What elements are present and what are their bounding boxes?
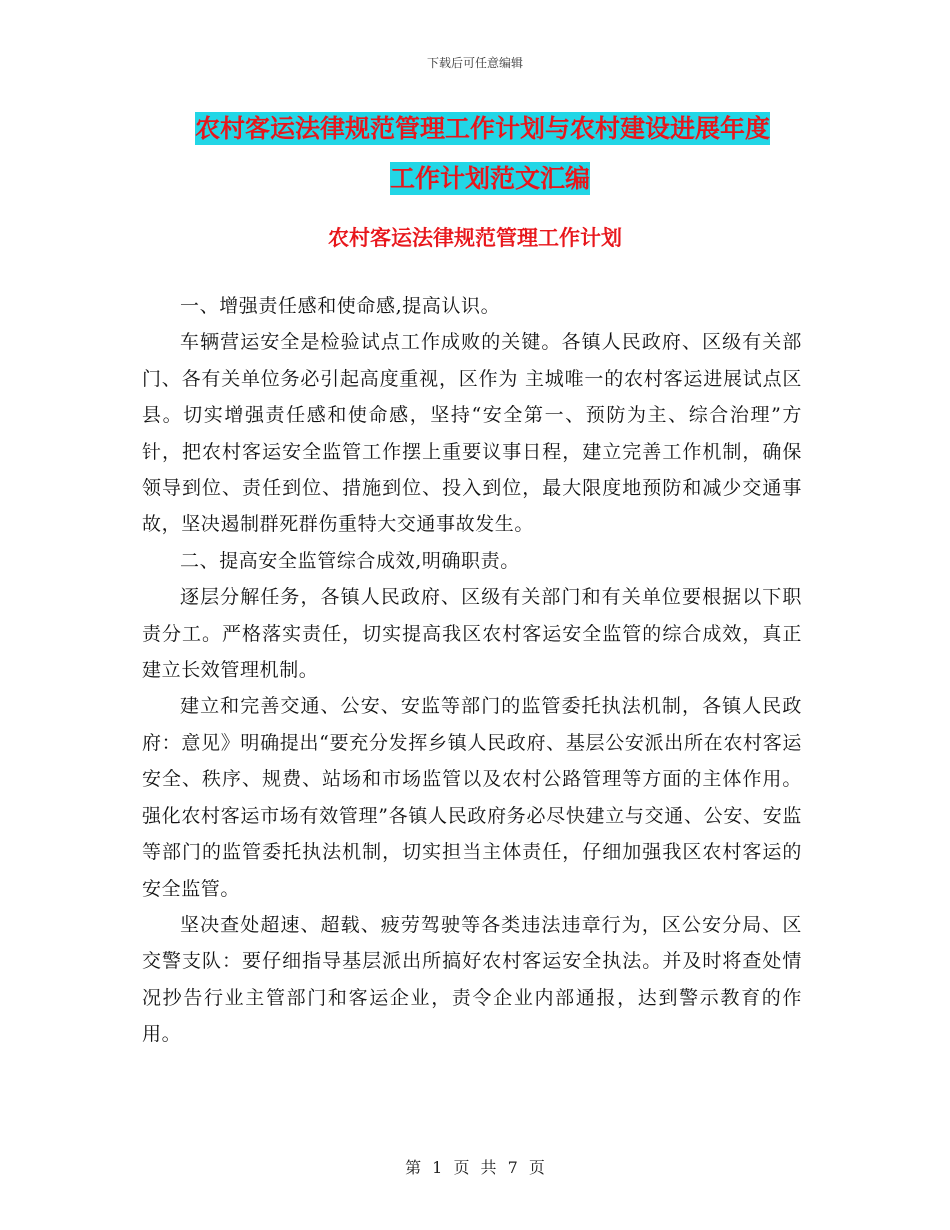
page-footer: 第 1 页 共 7 页 xyxy=(405,1158,545,1177)
paragraph: 建立和完善交通、公安、安监等部门的监管委托执法机制，各镇人民政府：意见》明确提出“要充分发挥乡镇人民政府、基层公安派出所在农村客运安全、秩序、规费、站场和市场监管以及农村公路管理等方面的主体作用。强化农村客运市场有效管理”各镇人民政府务必尽快建立与交通、公安、安监等部门的监管委托执法机制，切实担当主体责任，仔细加强我区农村客运的安全监管。 xyxy=(142,695,802,900)
title-line-1-text: 农村客运法律规范管理工作计划与农村建设进展年度 xyxy=(195,114,771,143)
title-line-2 xyxy=(175,154,805,204)
header-note: 下载后可任意编辑 xyxy=(426,56,523,70)
section-title: 农村客运法律规范管理工作计划 xyxy=(328,226,622,250)
title-line-2-text: 工作计划范文汇编 xyxy=(389,164,590,193)
paragraph: 二、提高安全监管综合成效,明确职责。 xyxy=(180,549,520,572)
document-title xyxy=(195,104,805,204)
document-body xyxy=(142,288,802,1053)
paragraph: 一、增强责任感和使命感,提高认识。 xyxy=(180,295,501,317)
paragraph: 坚决查处超速、超载、疲劳驾驶等各类违法违章行为，区公安分局、区交警支队：要仔细指导基层派出所搞好农村客运安全执法。并及时将查处情况抄告行业主管部门和客运企业，责令企业内部通报，达到警示教育的作用。 xyxy=(142,913,802,1046)
paragraph: 车辆营运安全是检验试点工作成败的关键。各镇人民政府、区级有关部门、各有关单位务必引起高度重视，区作为 主城唯一的农村客运进展试点区县。切实增强责任感和使命感，坚持“安全第一、预防为主、综合治理”方针，把农村客运安全监管工作摆上重要议事日程，建立完善工作机制，确保领导到位、责任到位、措施到位、投入到位，最大限度地预防和减少交通事故，坚决遏制群死群伤重特大交通事故发生。 xyxy=(142,331,802,536)
title-line-1 xyxy=(195,104,805,154)
paragraph: 逐层分解任务，各镇人民政府、区级有关部门和有关单位要根据以下职责分工。严格落实责任，切实提高我区农村客运安全监管的综合成效，真正建立长效管理机制。 xyxy=(142,586,802,682)
